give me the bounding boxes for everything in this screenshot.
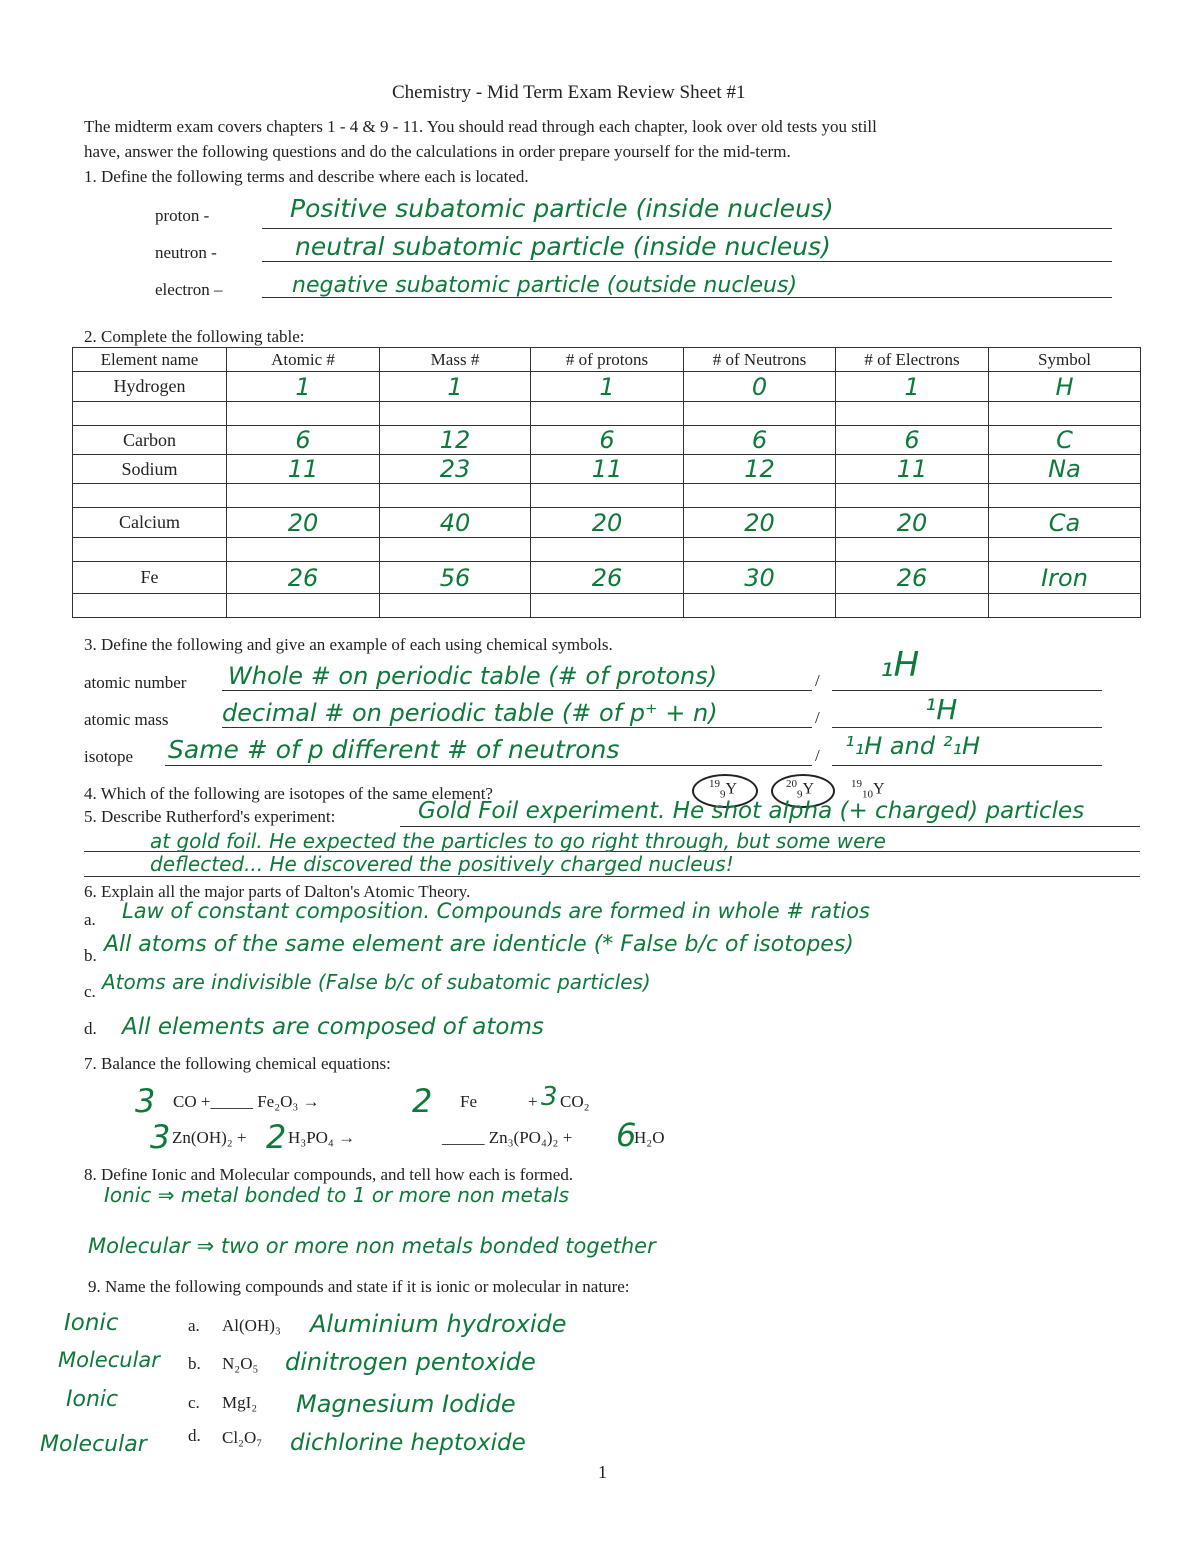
- element-name-cell: Sodium: [73, 455, 227, 484]
- answer-cell[interactable]: Iron: [989, 562, 1141, 594]
- eq2-product: H₂O: [634, 1128, 665, 1147]
- intro-line-1: The midterm exam covers chapters 1 - 4 & 9 - 11. You should read through each chapter, look over old tests you still: [84, 117, 877, 136]
- answer-cell[interactable]: 26: [531, 562, 684, 594]
- compound-type[interactable]: Molecular: [40, 1432, 147, 1457]
- answer-cell[interactable]: 30: [684, 562, 836, 594]
- isotope-option[interactable]: $^{19}_{10}$Y: [851, 778, 885, 801]
- answer-cell[interactable]: [227, 538, 380, 562]
- answer-cell[interactable]: [531, 538, 684, 562]
- answer-cell[interactable]: C: [989, 426, 1141, 455]
- q2-prompt: 2. Complete the following table:: [84, 327, 305, 346]
- eq1-reactants: CO +_____ Fe₂O₃ →: [173, 1092, 320, 1111]
- q6-letter: b.: [84, 946, 97, 965]
- answer-cell[interactable]: 0: [684, 372, 836, 402]
- answer-cell[interactable]: 12: [684, 455, 836, 484]
- compound-formula: Cl₂O₇: [222, 1428, 263, 1447]
- q5-answer-line-2[interactable]: at gold foil. He expected the particles to go right through, but some were: [150, 829, 886, 853]
- q3-atomic-number-label: atomic number: [84, 673, 187, 692]
- answer-cell[interactable]: [836, 402, 989, 426]
- answer-cell[interactable]: Na: [989, 455, 1141, 484]
- compound-name[interactable]: dinitrogen pentoxide: [285, 1348, 536, 1376]
- q9-prompt: 9. Name the following compounds and state if it is ionic or molecular in nature:: [88, 1277, 630, 1296]
- answer-cell[interactable]: 11: [227, 455, 380, 484]
- q3-atomic-mass-example[interactable]: ¹H: [925, 693, 958, 726]
- answer-cell[interactable]: H: [989, 372, 1141, 402]
- answer-cell[interactable]: 40: [380, 508, 531, 538]
- q1-neutron-answer[interactable]: neutral subatomic particle (inside nucleus): [295, 232, 831, 261]
- answer-cell[interactable]: [989, 538, 1141, 562]
- q7-prompt: 7. Balance the following chemical equations:: [84, 1054, 391, 1073]
- table-row: [73, 594, 1141, 618]
- q9-letter: d.: [188, 1426, 201, 1445]
- answer-cell[interactable]: [989, 484, 1141, 508]
- q1-prompt: 1. Define the following terms and describe where each is located.: [84, 167, 529, 186]
- answer-cell[interactable]: [531, 402, 684, 426]
- q5-answer-line-1[interactable]: Gold Foil experiment. He shot alpha (+ charged) particles: [418, 798, 1085, 824]
- element-table: [72, 347, 1141, 618]
- col-header: # of Electrons: [836, 348, 989, 372]
- answer-cell[interactable]: 6: [684, 426, 836, 455]
- answer-cell[interactable]: 20: [227, 508, 380, 538]
- answer-cell[interactable]: [380, 402, 531, 426]
- answer-cell[interactable]: 12: [380, 426, 531, 455]
- eq1-coefficient[interactable]: 2: [412, 1082, 433, 1120]
- q3-prompt: 3. Define the following and give an example of each using chemical symbols.: [84, 635, 613, 654]
- table-row: [73, 372, 1141, 402]
- compound-type[interactable]: Ionic: [64, 1310, 119, 1336]
- q6-prompt: 6. Explain all the major parts of Dalton's Atomic Theory.: [84, 882, 471, 901]
- compound-name[interactable]: Magnesium Iodide: [296, 1390, 516, 1418]
- compound-name[interactable]: Aluminium hydroxide: [310, 1310, 567, 1338]
- answer-cell[interactable]: [227, 594, 380, 618]
- answer-cell[interactable]: Ca: [989, 508, 1141, 538]
- answer-cell[interactable]: 11: [836, 455, 989, 484]
- compound-type[interactable]: Molecular: [58, 1348, 160, 1372]
- q6-answer-b[interactable]: All atoms of the same element are identicle (* False b/c of isotopes): [104, 932, 854, 957]
- col-header: # of Neutrons: [684, 348, 836, 372]
- element-name-cell: Hydrogen: [73, 372, 227, 402]
- q6-answer-d[interactable]: All elements are composed of atoms: [122, 1014, 544, 1040]
- table-row: [73, 426, 1141, 455]
- answer-cell[interactable]: [684, 538, 836, 562]
- answer-cell[interactable]: 1: [380, 372, 531, 402]
- answer-cell[interactable]: 1: [531, 372, 684, 402]
- q3-slash: /: [815, 671, 820, 690]
- table-row: [73, 455, 1141, 484]
- q1-proton-answer[interactable]: Positive subatomic particle (inside nucleus): [290, 194, 834, 223]
- eq1-coefficient[interactable]: 3: [541, 1082, 558, 1112]
- element-name-cell: Fe: [73, 562, 227, 594]
- page-number: 1: [598, 1462, 607, 1482]
- answer-cell[interactable]: [684, 484, 836, 508]
- q1-proton-label: proton -: [155, 206, 210, 225]
- answer-cell[interactable]: 20: [684, 508, 836, 538]
- answer-cell[interactable]: 6: [531, 426, 684, 455]
- compound-formula: Al(OH)₃: [222, 1316, 281, 1335]
- table-row: [73, 538, 1141, 562]
- eq2-product: _____ Zn₃(PO₄)₂ +: [442, 1128, 573, 1147]
- q1-electron-answer[interactable]: negative subatomic particle (outside nucleus): [292, 273, 798, 298]
- answer-cell[interactable]: [531, 484, 684, 508]
- q6-letter: c.: [84, 982, 96, 1001]
- q3-atomic-number-answer[interactable]: Whole # on periodic table (# of protons): [228, 662, 718, 690]
- answer-cell[interactable]: 20: [531, 508, 684, 538]
- compound-formula: MgI₂: [222, 1393, 258, 1412]
- eq1-product: CO₂: [560, 1092, 590, 1111]
- q9-letter: c.: [188, 1393, 200, 1412]
- answer-cell[interactable]: [989, 594, 1141, 618]
- answer-cell[interactable]: [380, 594, 531, 618]
- page-title: Chemistry - Mid Term Exam Review Sheet #1: [392, 82, 746, 103]
- answer-cell[interactable]: [380, 484, 531, 508]
- col-header: # of protons: [531, 348, 684, 372]
- q8-prompt: 8. Define Ionic and Molecular compounds, and tell how each is formed.: [84, 1165, 574, 1184]
- q3-isotope-example[interactable]: ¹₁H and ²₁H: [845, 732, 980, 760]
- q6-answer-c[interactable]: Atoms are indivisible (False b/c of subatomic particles): [102, 970, 651, 994]
- q1-neutron-label: neutron -: [155, 243, 217, 262]
- q8-molecular-answer[interactable]: Molecular ⇒ two or more non metals bonded together: [88, 1234, 656, 1258]
- col-header: Mass #: [380, 348, 531, 372]
- compound-formula: N₂O₅: [222, 1354, 259, 1373]
- element-name-cell: [73, 594, 227, 618]
- answer-cell[interactable]: 26: [227, 562, 380, 594]
- q3-atomic-mass-label: atomic mass: [84, 710, 169, 729]
- q6-answer-a[interactable]: Law of constant composition. Compounds are formed in whole # ratios: [122, 899, 870, 923]
- q3-atomic-mass-answer[interactable]: decimal # on periodic table (# of p⁺ + n): [222, 699, 718, 727]
- q3-isotope-label: isotope: [84, 747, 134, 766]
- table-row: [73, 508, 1141, 538]
- table-row: [73, 402, 1141, 426]
- answer-cell[interactable]: [227, 484, 380, 508]
- q6-letter: d.: [84, 1019, 97, 1038]
- answer-cell[interactable]: [380, 538, 531, 562]
- q5-prompt: 5. Describe Rutherford's experiment:: [84, 807, 336, 826]
- answer-cell[interactable]: [684, 594, 836, 618]
- intro-line-2: have, answer the following questions and do the calculations in order prepare yourself for the mid-term.: [84, 142, 791, 161]
- eq2-coefficient[interactable]: 3: [150, 1118, 171, 1156]
- answer-cell[interactable]: 26: [836, 562, 989, 594]
- eq2-reactant: Zn(OH)₂ +: [172, 1128, 247, 1147]
- compound-name[interactable]: dichlorine heptoxide: [290, 1430, 526, 1456]
- eq2-coefficient[interactable]: 2: [266, 1118, 287, 1156]
- q3-atomic-number-example[interactable]: ₁H: [880, 645, 920, 685]
- answer-cell[interactable]: 56: [380, 562, 531, 594]
- element-name-cell: [73, 402, 227, 426]
- answer-cell[interactable]: 6: [227, 426, 380, 455]
- answer-cell[interactable]: [836, 484, 989, 508]
- element-name-cell: Calcium: [73, 508, 227, 538]
- q3-slash: /: [815, 708, 820, 727]
- q3-slash: /: [815, 746, 820, 765]
- answer-cell[interactable]: 1: [227, 372, 380, 402]
- col-header: Element name: [73, 348, 227, 372]
- q9-letter: b.: [188, 1354, 201, 1373]
- q4-prompt: 4. Which of the following are isotopes of the same element?: [84, 784, 493, 803]
- element-name-cell: [73, 538, 227, 562]
- table-row: [73, 562, 1141, 594]
- table-row: [73, 484, 1141, 508]
- answer-cell[interactable]: 20: [836, 508, 989, 538]
- element-name-cell: Carbon: [73, 426, 227, 455]
- answer-cell[interactable]: 11: [531, 455, 684, 484]
- eq2-coefficient[interactable]: 6: [616, 1116, 637, 1154]
- isotope-option[interactable]: $^{19}_9$Y: [709, 778, 738, 801]
- isotope-option[interactable]: $^{20}_9$Y: [786, 778, 815, 801]
- q8-ionic-answer[interactable]: Ionic ⇒ metal bonded to 1 or more non metals: [104, 1183, 570, 1207]
- answer-cell[interactable]: [531, 594, 684, 618]
- q9-letter: a.: [188, 1316, 200, 1335]
- eq1-coefficient[interactable]: 3: [135, 1082, 156, 1120]
- answer-cell[interactable]: 1: [836, 372, 989, 402]
- q6-letter: a.: [84, 910, 96, 929]
- answer-cell[interactable]: [684, 402, 836, 426]
- eq2-reactant: H₃PO₄ →: [288, 1128, 356, 1147]
- eq1-plus: +: [528, 1092, 538, 1111]
- col-header: Symbol: [989, 348, 1141, 372]
- answer-cell[interactable]: 23: [380, 455, 531, 484]
- eq1-product: Fe: [460, 1092, 477, 1111]
- table-header-row: [73, 348, 1141, 372]
- answer-cell[interactable]: [836, 538, 989, 562]
- col-header: Atomic #: [227, 348, 380, 372]
- answer-cell[interactable]: 6: [836, 426, 989, 455]
- answer-cell[interactable]: [227, 402, 380, 426]
- compound-type[interactable]: Ionic: [66, 1387, 119, 1412]
- element-name-cell: [73, 484, 227, 508]
- answer-cell[interactable]: [989, 402, 1141, 426]
- q5-answer-line-3[interactable]: deflected... He discovered the positively charged nucleus!: [150, 852, 734, 876]
- q3-isotope-answer[interactable]: Same # of p different # of neutrons: [168, 735, 620, 764]
- q1-electron-label: electron –: [155, 280, 223, 299]
- answer-cell[interactable]: [836, 594, 989, 618]
